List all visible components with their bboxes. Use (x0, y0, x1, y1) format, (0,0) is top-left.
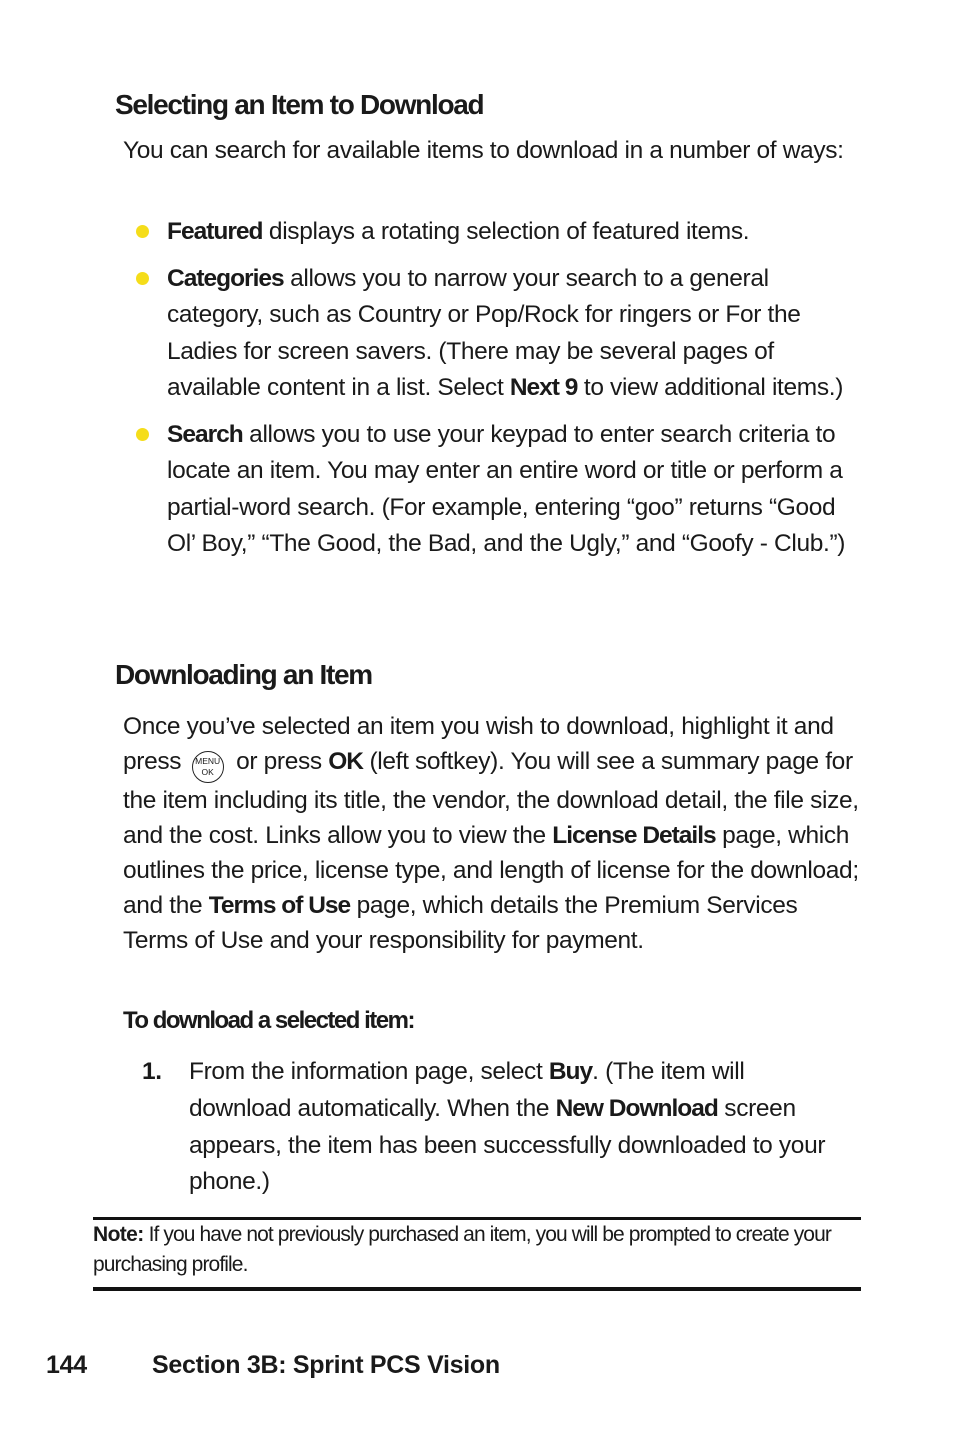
section-heading-selecting: Selecting an Item to Download (115, 89, 484, 120)
intro-paragraph: You can search for available items to download in a number of ways: (123, 137, 844, 164)
para-text: Once you’ve selected an item you wish to download, highlight it and press (123, 713, 834, 775)
term-buy: Buy (548, 1058, 593, 1085)
para-text: page, which details the Premium Services Terms of Use and your responsibility for payment. (123, 892, 798, 954)
item-text: allows you to narrow your search to a general category, such as Country or Pop/Rock for ringers or For the Ladies for screen savers. (There may be several pages of available content in a list. Select (167, 264, 801, 401)
step-text: screen appears, the item has been successfully downloaded to your phone.) (189, 1094, 826, 1196)
menu-ok-key-top: MENU (195, 756, 221, 766)
step-number: 1. (142, 1058, 162, 1085)
term-search: Search (167, 420, 243, 448)
item-text: to view additional items.) (577, 374, 844, 401)
note-text: If you have not previously purchased an item, you will be prompted to create your purchasing profile. (93, 1223, 831, 1276)
bullet-icon (136, 272, 149, 285)
step-text: From the information page, select (189, 1058, 549, 1085)
term-featured: Featured (167, 218, 263, 245)
step-item (142, 1054, 829, 1201)
page-number: 144 (46, 1351, 87, 1379)
term-new-download: New Download (555, 1094, 718, 1122)
procedure-steps (142, 1054, 829, 1201)
note-bottom-rule (93, 1287, 861, 1291)
menu-ok-key-bottom: OK (201, 767, 214, 777)
para-text: page, which outlines the price, license type, and length of license for the download; and the (123, 822, 859, 919)
step-text: . (The item will download automatically. When the (189, 1058, 745, 1122)
term-ok: OK (328, 748, 363, 775)
bullet-icon (136, 225, 149, 238)
para-text: (left softkey). You will see a summary page for the item including its title, the vendor, the download detail, the file size, and the cost. Links allow you to view the (123, 748, 859, 849)
note-label: Note: (93, 1223, 144, 1246)
term-next-9: Next 9 (509, 374, 578, 401)
procedure-subheading: To download a selected item: (123, 1007, 414, 1034)
menu-ok-key-icon (192, 751, 224, 783)
list-item (167, 214, 867, 251)
term-terms-of-use: Terms of Use (208, 892, 351, 919)
section-heading-downloading: Downloading an Item (115, 659, 372, 690)
note-box (93, 1220, 861, 1280)
search-options-list (167, 214, 867, 573)
term-categories: Categories (167, 264, 284, 292)
item-text: allows you to use your keypad to enter search criteria to locate an item. You may enter an entire word or title or perform a partial-word search. (For example, entering “goo” returns “Good Ol’ Boy,” “The Good, the Bad, and the Ugly,” and “Goofy - Club.”) (167, 420, 846, 557)
section-footer: Section 3B: Sprint PCS Vision (152, 1351, 500, 1379)
item-text: displays a rotating selection of featured items. (262, 218, 750, 245)
download-paragraph (123, 709, 868, 958)
list-item (167, 261, 867, 407)
para-text: or press (229, 748, 329, 775)
term-license-details: License Details (552, 822, 716, 849)
list-item (167, 417, 867, 563)
bullet-icon (136, 428, 149, 441)
